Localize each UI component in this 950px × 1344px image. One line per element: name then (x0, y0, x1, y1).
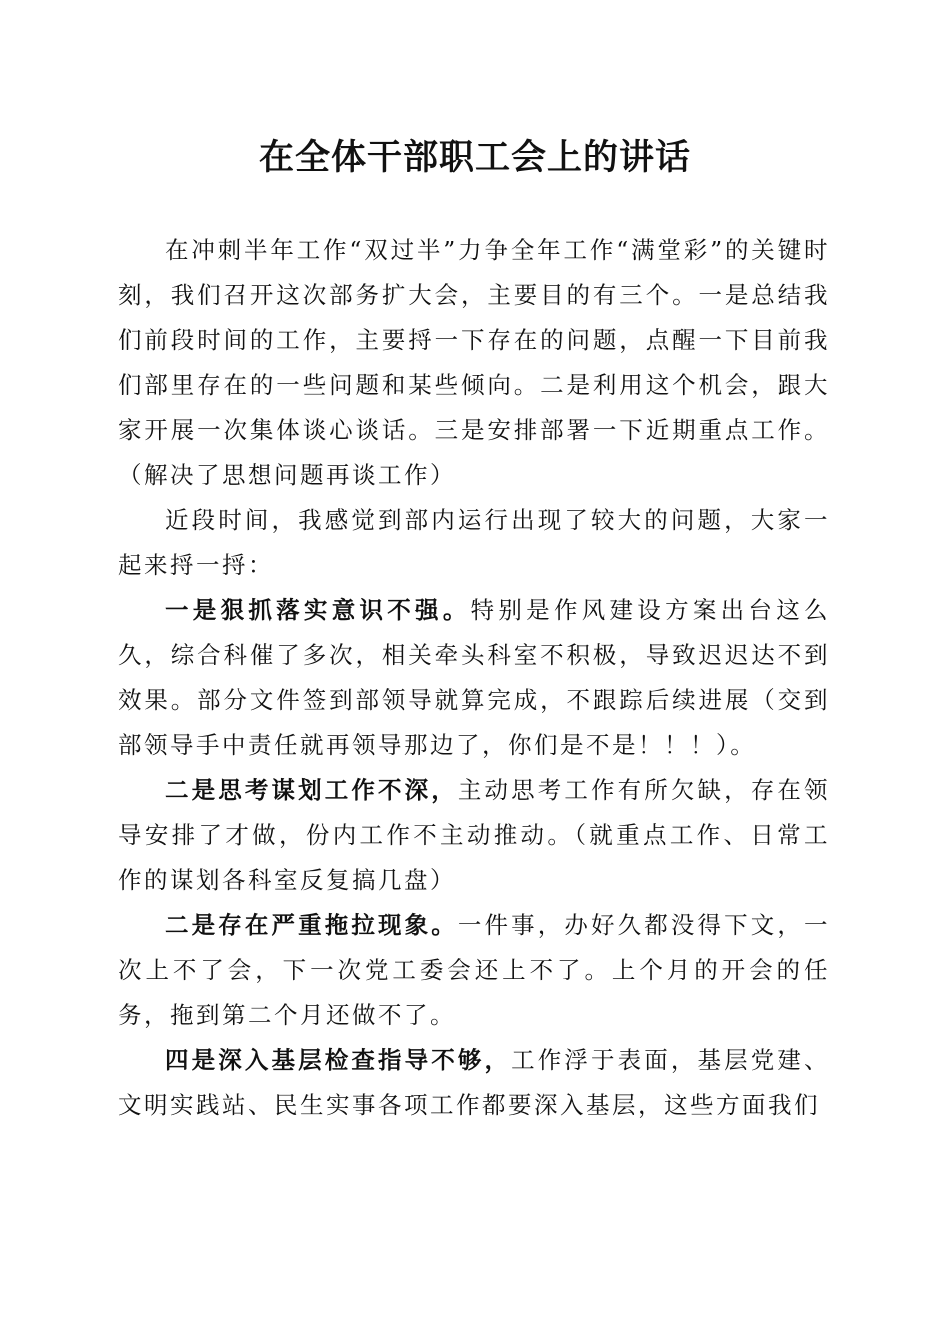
paragraph-lead: 二是存在严重拖拉现象。 (165, 911, 458, 939)
paragraph-text: 一件事，办好久都没得下文，一次上不了会，下一次党工委会还上不了。上个月的开会的任务，拖到第二个月还做不了。 (118, 911, 830, 1029)
paragraph-point-4 (118, 1038, 830, 1128)
paragraph-point-1 (118, 588, 830, 768)
paragraph-point-2 (118, 768, 830, 903)
paragraph-problems-intro (118, 498, 830, 588)
paragraph-text: 特别是作风建设方案出台这么久，综合科催了多次，相关牵头科室不积极，导致迟迟达不到效果。部分文件签到部领导就算完成，不跟踪后续进展（交到部领导手中责任就再领导那边了，你们是不是！！！）。 (118, 596, 831, 759)
paragraph-text: 近段时间，我感觉到部内运行出现了较大的问题，大家一起来捋一捋： (118, 506, 830, 579)
paragraph-lead: 四是深入基层检查指导不够， (165, 1046, 512, 1074)
paragraph-lead: 一是狠抓落实意识不强。 (165, 596, 471, 624)
document-title: 在全体干部职工会上的讲话 (258, 137, 691, 178)
paragraph-text: 工作浮于表面，基层党建、文明实践站、民生实事各项工作都要深入基层，这些方面我们 (118, 1046, 830, 1119)
paragraph-point-3 (118, 903, 830, 1038)
paragraph-lead: 二是思考谋划工作不深， (165, 776, 458, 804)
paragraph-intro (118, 228, 830, 498)
paragraph-text: 主动思考工作有所欠缺，存在领导安排了才做，份内工作不主动推动。（就重点工作、日常工作的谋划各科室反复搞几盘） (118, 776, 830, 894)
document-body (118, 228, 830, 1128)
paragraph-text: 在冲刺半年工作“双过半”力争全年工作“满堂彩”的关键时刻，我们召开这次部务扩大会，主要目的有三个。一是总结我们前段时间的工作，主要捋一下存在的问题，点醒一下目前我们部里存在的一些问题和某些倾向。二是利用这个机会，跟大家开展一次集体谈心谈话。三是安排部署一下近期重点工作。（解决了思想问题再谈工作） (118, 236, 830, 489)
